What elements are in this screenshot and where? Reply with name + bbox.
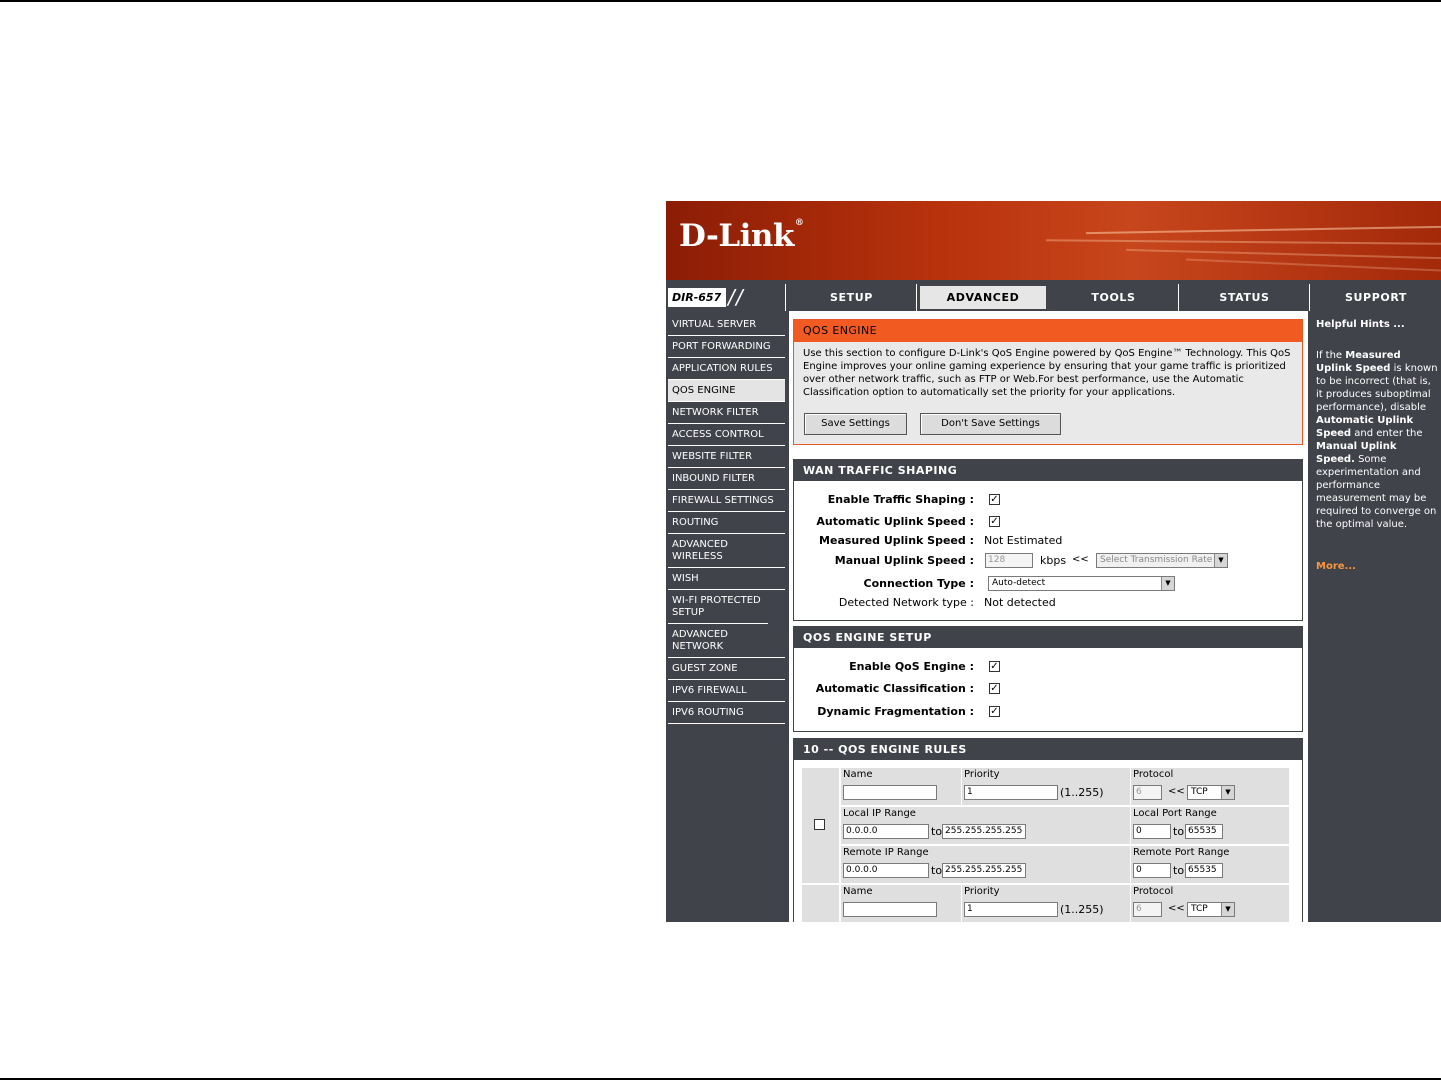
priority-label: Priority xyxy=(964,886,1000,897)
sidebar xyxy=(666,314,785,724)
qos-engine-rules-section xyxy=(793,738,1303,922)
rule-2-protocol-select[interactable] xyxy=(1187,902,1235,917)
automatic-classification-checkbox[interactable]: ✓ xyxy=(990,683,999,694)
measured-uplink-speed-row xyxy=(794,532,1302,550)
enable-qos-engine-label: Enable QoS Engine : xyxy=(849,660,974,673)
protocol-select-value: TCP xyxy=(1191,787,1208,797)
sidebar-item-application-rules[interactable]: APPLICATION RULES xyxy=(668,358,785,380)
sidebar-item-routing[interactable]: ROUTING xyxy=(668,512,785,534)
sidebar-item-website-filter[interactable]: WEBSITE FILTER xyxy=(668,446,785,468)
to-label: to xyxy=(1173,825,1185,838)
qos-engine-section xyxy=(793,319,1303,445)
automatic-uplink-speed-label: Automatic Uplink Speed : xyxy=(816,515,974,528)
qos-engine-setup-section xyxy=(793,626,1303,732)
dynamic-fragmentation-row xyxy=(794,703,1302,721)
sidebar-item-wish[interactable]: WISH xyxy=(668,568,785,590)
priority-range: (1..255) xyxy=(1060,903,1104,916)
rule-1-remote-port-to[interactable]: 65535 xyxy=(1185,863,1223,878)
rule-1-local-ip-cell xyxy=(841,807,1130,844)
page-bottom-rule xyxy=(0,1078,1441,1080)
chevron-down-icon: ▼ xyxy=(1161,577,1174,590)
rule-1-priority-input[interactable]: 1 xyxy=(964,785,1058,800)
automatic-uplink-speed-checkbox[interactable]: ✓ xyxy=(990,516,999,527)
enable-traffic-shaping-checkbox[interactable]: ✓ xyxy=(990,494,999,505)
rule-1-remote-port-cell xyxy=(1131,846,1289,883)
manual-uplink-speed-row xyxy=(794,552,1302,570)
sidebar-item-access-control[interactable]: ACCESS CONTROL xyxy=(668,424,785,446)
rule-1-name-cell xyxy=(841,768,961,805)
rule-1-priority-cell xyxy=(962,768,1130,805)
rule-2-name-input[interactable] xyxy=(843,902,937,917)
transmission-rate-select-value: Select Transmission Rate xyxy=(1100,555,1213,565)
sidebar-item-advanced-wireless[interactable]: ADVANCED WIRELESS xyxy=(668,534,785,568)
sidebar-item-ipv6-firewall[interactable]: IPV6 FIREWALL xyxy=(668,680,785,702)
rule-1-local-port-from[interactable]: 0 xyxy=(1133,824,1171,839)
dont-save-settings-button[interactable]: Don't Save Settings xyxy=(920,413,1061,435)
sidebar-item-advanced-network[interactable]: ADVANCED NETWORK xyxy=(668,624,785,658)
manual-uplink-speed-unit: kbps xyxy=(1040,554,1067,567)
remote-port-range-label: Remote Port Range xyxy=(1133,847,1230,858)
to-label: to xyxy=(1173,864,1185,877)
manual-uplink-speed-label: Manual Uplink Speed : xyxy=(834,554,974,567)
sidebar-item-inbound-filter[interactable]: INBOUND FILTER xyxy=(668,468,785,490)
router-admin-frame xyxy=(666,201,1441,922)
remote-ip-range-label: Remote IP Range xyxy=(843,847,929,858)
dlink-logo: D-Link® xyxy=(679,218,804,254)
more-link[interactable]: More... xyxy=(1316,561,1356,572)
sidebar-item-network-filter[interactable]: NETWORK FILTER xyxy=(668,402,785,424)
rule-2-priority-input[interactable]: 1 xyxy=(964,902,1058,917)
sidebar-item-port-forwarding[interactable]: PORT FORWARDING xyxy=(668,336,785,358)
rule-1-local-ip-from[interactable]: 0.0.0.0 xyxy=(843,824,929,839)
enable-traffic-shaping-label: Enable Traffic Shaping : xyxy=(827,493,974,506)
tab-status[interactable]: STATUS xyxy=(1180,284,1310,311)
dynamic-fragmentation-checkbox[interactable]: ✓ xyxy=(990,706,999,717)
page-top-rule xyxy=(0,0,1441,2)
tab-support[interactable]: SUPPORT xyxy=(1311,284,1441,311)
rule-1-protocol-select[interactable] xyxy=(1187,785,1235,800)
rule-2-name-cell xyxy=(841,885,961,922)
rule-1-remote-ip-to[interactable]: 255.255.255.255 xyxy=(942,863,1026,878)
model-badge: DIR-657 / / xyxy=(666,284,786,311)
dlink-banner xyxy=(666,201,1441,280)
priority-range: (1..255) xyxy=(1060,786,1104,799)
local-port-range-label: Local Port Range xyxy=(1133,808,1217,819)
rule-2-protocol-cell xyxy=(1131,885,1289,922)
rule-2-priority-cell xyxy=(962,885,1130,922)
rule-1-name-input[interactable] xyxy=(843,785,937,800)
qos-engine-description: Use this section to configure D-Link's QoS Engine powered by QoS Engine™ Technology. This QoS Engine improves your online gaming experience by ensuring that your game traffic is prioritized over other network traffic, such as FTP or Web.For best performance, use the Automatic Classification option to automatically set the priority for your applications. xyxy=(803,348,1291,398)
enable-traffic-shaping-row xyxy=(794,491,1302,509)
sidebar-item-wifi-protected-setup[interactable]: WI-FI PROTECTED SETUP xyxy=(668,590,768,624)
top-navigation xyxy=(666,284,1441,311)
enable-qos-engine-checkbox[interactable]: ✓ xyxy=(990,661,999,672)
detected-network-type-value: Not detected xyxy=(984,596,1056,609)
automatic-classification-label: Automatic Classification : xyxy=(815,682,974,695)
rule-1-remote-ip-cell xyxy=(841,846,1130,883)
qos-engine-rules-title: 10 -- QOS ENGINE RULES xyxy=(794,739,1302,760)
qos-rules-table xyxy=(802,768,1289,922)
rule-1-local-port-cell xyxy=(1131,807,1289,844)
dynamic-fragmentation-label: Dynamic Fragmentation : xyxy=(817,705,974,718)
to-label: to xyxy=(931,864,943,877)
to-label: to xyxy=(931,825,943,838)
qos-engine-title: QOS ENGINE xyxy=(794,320,1302,342)
connection-type-select[interactable] xyxy=(988,576,1175,591)
tab-advanced[interactable]: ADVANCED xyxy=(918,284,1048,311)
rule-1-remote-ip-from[interactable]: 0.0.0.0 xyxy=(843,863,929,878)
qos-engine-setup-title: QOS ENGINE SETUP xyxy=(794,627,1302,648)
protocol-label: Protocol xyxy=(1133,886,1174,897)
rule-1-local-port-to[interactable]: 65535 xyxy=(1185,824,1223,839)
wan-traffic-shaping-title: WAN TRAFFIC SHAPING xyxy=(794,460,1302,481)
rule-select-cell xyxy=(802,885,839,922)
sidebar-item-virtual-server[interactable]: VIRTUAL SERVER xyxy=(668,314,785,336)
sidebar-item-qos-engine[interactable]: QOS ENGINE xyxy=(668,380,785,402)
rule-select-cell xyxy=(802,768,839,883)
chevron-down-icon: ▼ xyxy=(1221,786,1234,799)
tab-tools[interactable]: TOOLS xyxy=(1049,284,1179,311)
save-settings-button[interactable]: Save Settings xyxy=(804,413,907,435)
main-content xyxy=(789,311,1308,922)
protocol-select-value: TCP xyxy=(1191,904,1208,914)
rule-1-remote-port-from[interactable]: 0 xyxy=(1133,863,1171,878)
name-label: Name xyxy=(843,886,873,897)
rule-1-protocol-cell xyxy=(1131,768,1289,805)
local-ip-range-label: Local IP Range xyxy=(843,808,916,819)
sidebar-item-firewall-settings[interactable]: FIREWALL SETTINGS xyxy=(668,490,785,512)
measured-uplink-speed-label: Measured Uplink Speed : xyxy=(819,534,974,547)
enable-qos-engine-row xyxy=(794,658,1302,676)
helpful-hints-body: If the Measured Uplink Speed is known to be incorrect (that is, it produces suboptimal performance), disable Automatic Uplink Speed and enter the Manual Uplink Speed. Some experimentation and performance measurement may be required to converge on the optimal value. xyxy=(1316,350,1438,530)
rule-1-protocol-input[interactable]: 6 xyxy=(1133,785,1162,800)
connection-type-select-value: Auto-detect xyxy=(992,578,1046,588)
chevron-down-icon: ▼ xyxy=(1221,903,1234,916)
name-label: Name xyxy=(843,769,873,780)
protocol-arrows: << xyxy=(1168,903,1185,914)
automatic-uplink-speed-row xyxy=(794,513,1302,531)
detected-network-type-label: Detected Network type : xyxy=(838,596,974,609)
rule-1-checkbox[interactable] xyxy=(814,819,825,830)
connection-type-row xyxy=(794,575,1302,593)
manual-uplink-speed-arrows: << xyxy=(1072,554,1089,565)
tab-setup[interactable]: SETUP xyxy=(787,284,917,311)
sidebar-item-ipv6-routing[interactable]: IPV6 ROUTING xyxy=(668,702,785,724)
helpful-hints-panel xyxy=(1311,311,1441,922)
transmission-rate-select[interactable] xyxy=(1096,553,1228,568)
connection-type-label: Connection Type : xyxy=(863,577,974,590)
automatic-classification-row xyxy=(794,680,1302,698)
detected-network-type-row xyxy=(794,594,1302,612)
rule-2-protocol-input[interactable]: 6 xyxy=(1133,902,1162,917)
measured-uplink-speed-value: Not Estimated xyxy=(984,534,1063,547)
rule-1-local-ip-to[interactable]: 255.255.255.255 xyxy=(942,824,1026,839)
model-label: DIR-657 xyxy=(668,288,726,307)
protocol-label: Protocol xyxy=(1133,769,1174,780)
wan-traffic-shaping-section xyxy=(793,459,1303,621)
sidebar-item-guest-zone[interactable]: GUEST ZONE xyxy=(668,658,785,680)
manual-uplink-speed-input[interactable]: 128 xyxy=(985,553,1033,568)
protocol-arrows: << xyxy=(1168,786,1185,797)
priority-label: Priority xyxy=(964,769,1000,780)
chevron-down-icon: ▼ xyxy=(1214,554,1227,567)
helpful-hints-title: Helpful Hints ... xyxy=(1316,319,1405,330)
